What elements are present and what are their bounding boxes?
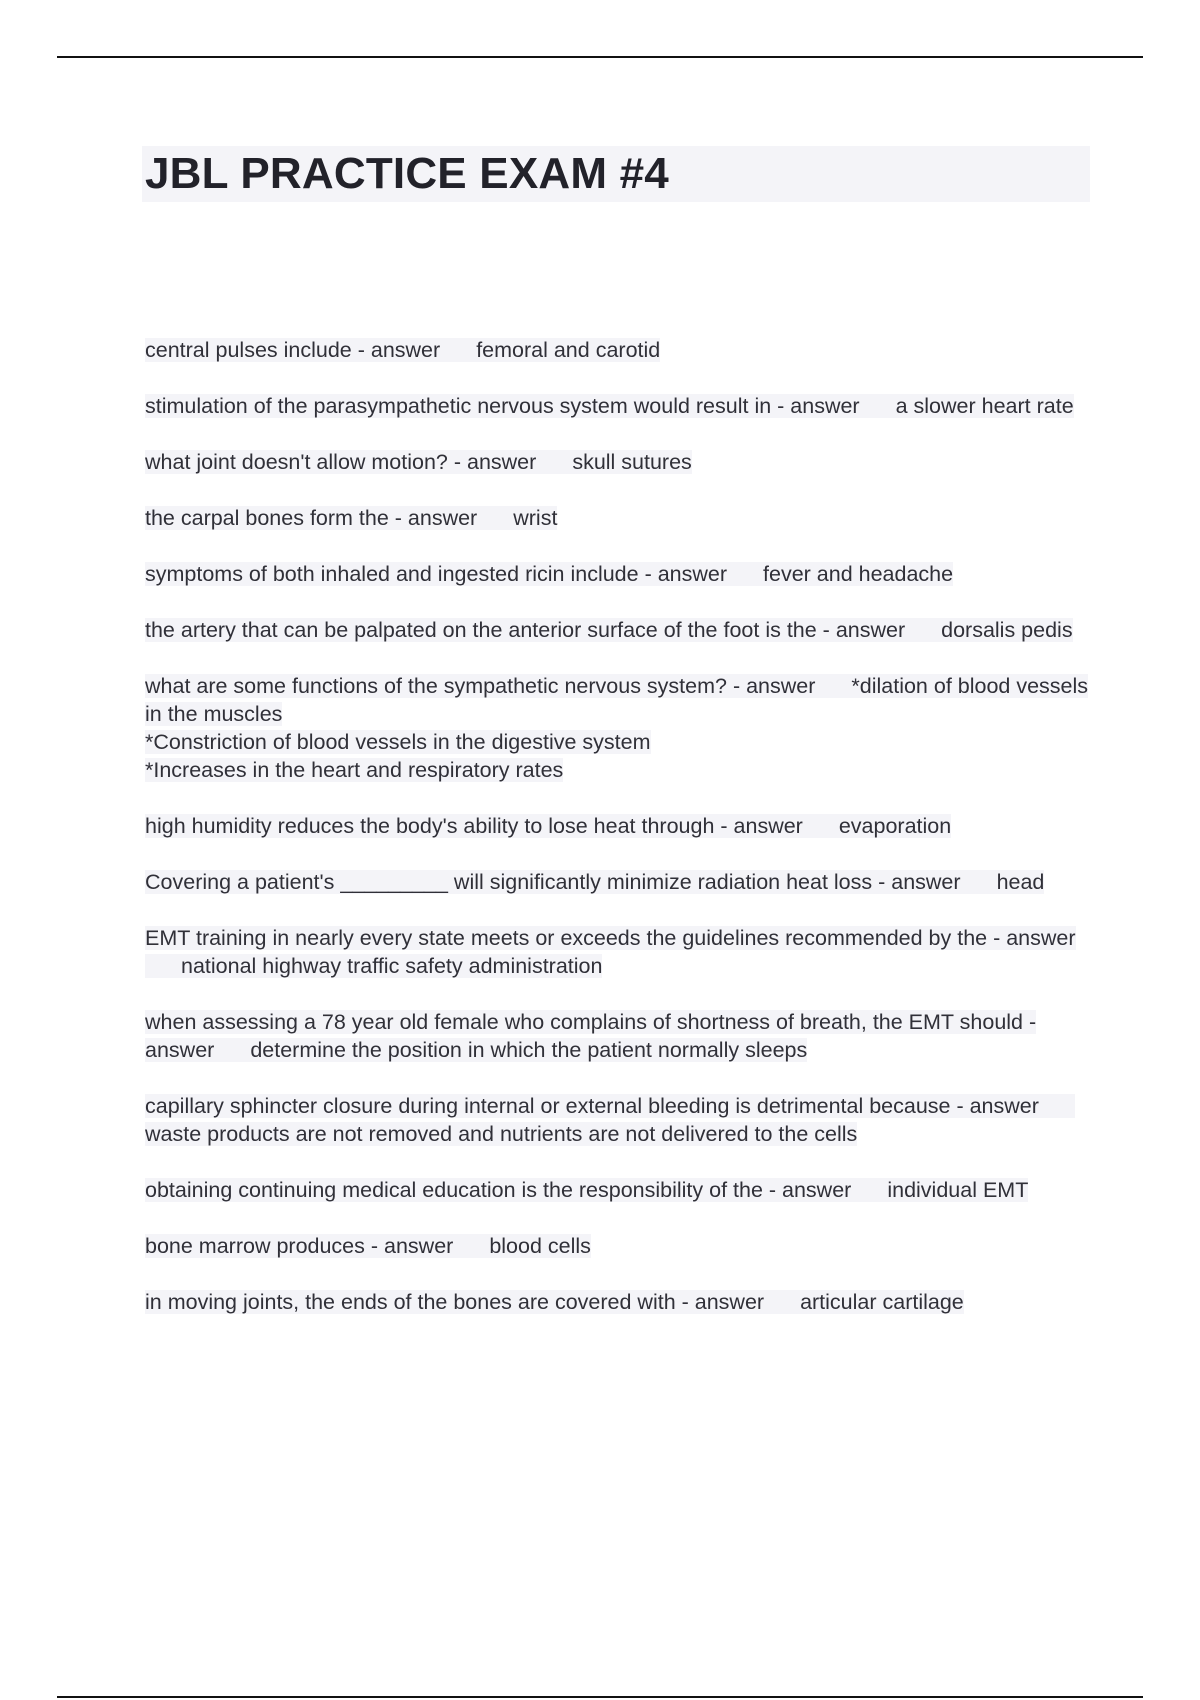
answer-text: evaporation [838,814,952,838]
question-text: Covering a patient's _________ will significantly minimize radiation heat loss - answer [145,870,961,894]
qa-list [145,336,1090,1344]
qa-item [145,336,1090,364]
answer-text: skull sutures [572,450,692,474]
question-text: in moving joints, the ends of the bones are covered with - answer [145,1290,765,1314]
qa-item [145,504,1090,532]
answer-text: determine the position in which the patient normally sleeps [250,1038,808,1062]
question-text: symptoms of both inhaled and ingested ricin include - answer [145,562,728,586]
answer-text: femoral and carotid [476,338,661,362]
question-text: when assessing a 78 year old female who complains of shortness of breath, the EMT should - answer [145,1010,1037,1062]
answer-text: blood cells [489,1234,591,1258]
question-text: stimulation of the parasympathetic nervous system would result in - answer [145,394,860,418]
question-text: the carpal bones form the - answer [145,506,478,530]
qa-item [145,1288,1090,1316]
answer-text: *dilation of blood vessels in the muscles [145,674,1089,726]
bottom-rule [57,1696,1143,1698]
answer-text: waste products are not removed and nutrients are not delivered to the cells [145,1122,858,1146]
answer-text: wrist [513,506,558,530]
question-text: high humidity reduces the body's ability to lose heat through - answer [145,814,803,838]
question-text: what are some functions of the sympathetic nervous system? - answer [145,674,816,698]
page-title: JBL PRACTICE EXAM #4 [142,146,1090,202]
answer-text: a slower heart rate [895,394,1074,418]
answer-text: dorsalis pedis [941,618,1073,642]
answer-text: national highway traffic safety administration [181,954,603,978]
qa-item [145,1232,1090,1260]
qa-item [145,448,1090,476]
qa-item [145,616,1090,644]
answer-text: head [996,870,1045,894]
question-text: central pulses include - answer [145,338,441,362]
question-text: EMT training in nearly every state meets or exceeds the guidelines recommended by the - answer [145,926,1076,950]
question-text: the artery that can be palpated on the anterior surface of the foot is the - answer [145,618,906,642]
qa-item [145,924,1090,980]
qa-item [145,812,1090,840]
answer-text-line: *Constriction of blood vessels in the digestive system [145,730,651,754]
answer-text-line: *Increases in the heart and respiratory rates [145,758,564,782]
question-text: capillary sphincter closure during internal or external bleeding is detrimental because - answer [145,1094,1039,1118]
answer-text: articular cartilage [800,1290,964,1314]
qa-item [145,560,1090,588]
question-text: bone marrow produces - answer [145,1234,454,1258]
top-rule [57,56,1143,58]
qa-item [145,392,1090,420]
qa-item [145,672,1090,784]
answer-text: fever and headache [763,562,954,586]
qa-item [145,1176,1090,1204]
qa-item [145,1008,1090,1064]
qa-item [145,868,1090,896]
question-text: what joint doesn't allow motion? - answer [145,450,537,474]
question-text: obtaining continuing medical education is the responsibility of the - answer [145,1178,852,1202]
qa-item [145,1092,1090,1148]
answer-text: individual EMT [887,1178,1029,1202]
